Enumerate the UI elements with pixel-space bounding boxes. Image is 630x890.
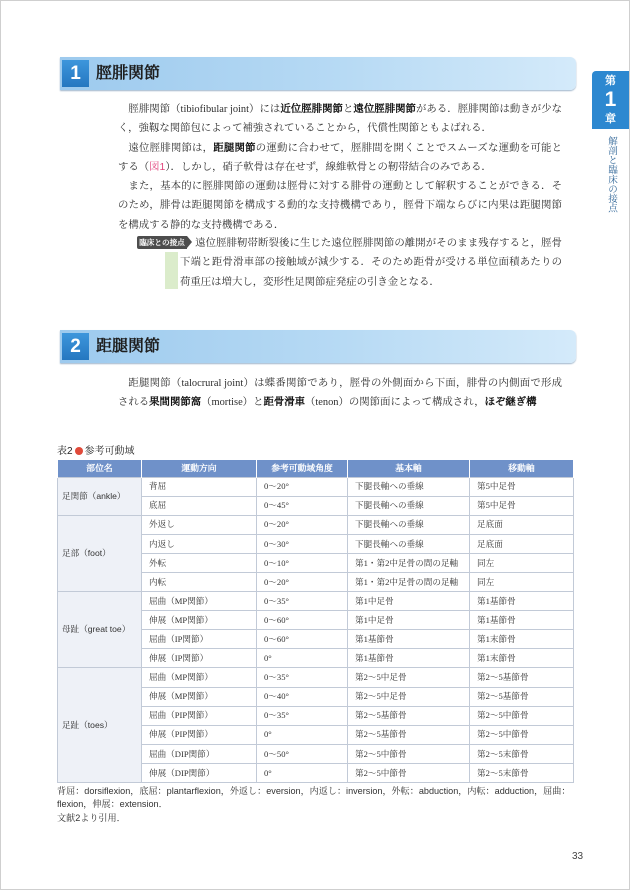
header-part: 部位名 [58, 460, 142, 477]
range-cell: 0～10° [257, 553, 348, 572]
text-run: ）．しかし，硝子軟骨は存在せず，線維軟骨との靭帯結合のみである． [165, 161, 492, 173]
section-1-header [60, 57, 576, 90]
base-axis-cell: 第2～5中節骨 [348, 744, 470, 763]
chapter-number: 1 [604, 88, 617, 111]
moving-axis-cell: 同左 [470, 553, 574, 572]
part-name-cell: 足関節（ankle） [58, 477, 142, 515]
paragraph-2 [118, 139, 562, 178]
header-range: 参考可動域角度 [257, 460, 348, 477]
part-name-cell: 足趾（toes） [58, 668, 142, 783]
moving-axis-cell: 第2～5末節骨 [470, 763, 574, 782]
page-number: 33 [572, 851, 584, 862]
chapter-tab [592, 71, 629, 129]
text-run: 距腿関節（talocrural joint）は蝶番関節であり，脛骨の外側面から下面，腓骨の内側面で形成される [118, 378, 562, 409]
base-axis-cell: 第2～5中足骨 [348, 668, 470, 687]
range-cell: 0° [257, 725, 348, 744]
chapter-suffix: 章 [605, 113, 616, 125]
footnote-source: 文献2より引用． [57, 812, 126, 823]
range-cell: 0～45° [257, 496, 348, 515]
clinical-note-bar [165, 252, 178, 289]
table-header-row [58, 460, 574, 477]
section-2-body [118, 374, 562, 413]
moving-axis-cell: 第2～5末節骨 [470, 744, 574, 763]
table-head [58, 460, 574, 477]
movement-cell: 伸展（MP関節） [142, 687, 257, 706]
text-run: と [342, 104, 354, 115]
movement-cell: 伸展（IP関節） [142, 649, 257, 668]
range-cell: 0° [257, 649, 348, 668]
range-cell: 0～35° [257, 592, 348, 611]
figure-reference-link[interactable]: 図1 [149, 161, 166, 173]
moving-axis-cell: 第5中足骨 [470, 496, 574, 515]
table-row [58, 515, 574, 534]
moving-axis-cell: 第1基節骨 [470, 592, 574, 611]
range-cell: 0～35° [257, 706, 348, 725]
range-cell: 0～20° [257, 515, 348, 534]
key-term: ほぞ継ぎ構 [484, 397, 537, 409]
range-cell: 0～20° [257, 477, 348, 496]
paragraph-4 [118, 374, 562, 413]
moving-axis-cell: 足底面 [470, 515, 574, 534]
movement-cell: 屈曲（DIP関節） [142, 744, 257, 763]
moving-axis-cell: 第2～5中節骨 [470, 706, 574, 725]
text-run: がある．脛腓関節は動きが少なく，強靱な関節包によって補強されていることから，代償性関節ともよばれる． [118, 104, 563, 135]
header-base-axis: 基本軸 [348, 460, 470, 477]
section-2-title: 距腿関節 [96, 338, 161, 355]
base-axis-cell: 第2～5基節骨 [348, 725, 470, 744]
range-cell: 0° [257, 763, 348, 782]
moving-axis-cell: 第1基節骨 [470, 611, 574, 630]
section-1-number: 1 [62, 60, 89, 87]
movement-cell: 底屈 [142, 496, 257, 515]
text-run: の運動に合わせて，脛腓間を開くことでスムーズな運動を可能とする（ [118, 142, 563, 173]
table-caption-title: 参考可動域 [84, 446, 135, 457]
range-cell: 0～35° [257, 668, 348, 687]
base-axis-cell: 第2～5中足骨 [348, 687, 470, 706]
header-moving-axis: 移動軸 [470, 460, 574, 477]
clinical-note-tag: 臨床との接点 [137, 236, 187, 249]
movement-cell: 伸展（MP関節） [142, 611, 257, 630]
movement-cell: 背屈 [142, 477, 257, 496]
movement-cell: 外返し [142, 515, 257, 534]
range-cell: 0～20° [257, 572, 348, 591]
base-axis-cell: 第1・第2中足骨の間の足軸 [348, 572, 470, 591]
base-axis-cell: 下腿長軸への垂線 [348, 477, 470, 496]
movement-cell: 屈曲（IP関節） [142, 630, 257, 649]
movement-cell: 伸展（PIP関節） [142, 725, 257, 744]
movement-cell: 屈曲（MP関節） [142, 668, 257, 687]
part-name-cell: 足部（foot） [58, 515, 142, 591]
table-footnote [57, 785, 575, 825]
chapter-title: 解剖と臨床の接点 [606, 136, 617, 213]
moving-axis-cell: 第5中足骨 [470, 477, 574, 496]
key-term: 距腿関節 [213, 142, 256, 154]
range-of-motion-table [57, 460, 574, 783]
movement-cell: 伸展（DIP関節） [142, 763, 257, 782]
chapter-prefix: 第 [605, 75, 616, 87]
movement-cell: 屈曲（PIP関節） [142, 706, 257, 725]
key-term: 果間関節窩 [149, 397, 202, 409]
base-axis-cell: 第2～5基節骨 [348, 706, 470, 725]
moving-axis-cell: 第2～5基節骨 [470, 687, 574, 706]
movement-cell: 外転 [142, 553, 257, 572]
rom-table-body [58, 477, 574, 783]
key-term: 遠位脛腓関節 [353, 104, 416, 115]
range-cell: 0～50° [257, 744, 348, 763]
clinical-note [139, 234, 562, 292]
section-1-title: 脛腓関節 [96, 65, 161, 82]
section-1-body [118, 100, 562, 235]
key-term: 距骨滑車 [263, 397, 306, 409]
base-axis-cell: 第1中足骨 [348, 592, 470, 611]
table-row [58, 668, 574, 687]
part-name-cell: 母趾（great toe） [58, 592, 142, 668]
moving-axis-cell: 足底面 [470, 534, 574, 553]
base-axis-cell: 第1・第2中足骨の間の足軸 [348, 553, 470, 572]
text-run: （mortise）と [201, 397, 264, 409]
range-cell: 0～60° [257, 630, 348, 649]
section-2-number: 2 [62, 333, 89, 360]
base-axis-cell: 下腿長軸への垂線 [348, 534, 470, 553]
base-axis-cell: 第1中足骨 [348, 611, 470, 630]
base-axis-cell: 下腿長軸への垂線 [348, 496, 470, 515]
table-row [58, 477, 574, 496]
movement-cell: 屈曲（MP関節） [142, 592, 257, 611]
base-axis-cell: 第1基節骨 [348, 649, 470, 668]
text-run: 脛腓関節（tibiofibular joint）には [128, 104, 281, 115]
base-axis-cell: 下腿長軸への垂線 [348, 515, 470, 534]
range-cell: 0～60° [257, 611, 348, 630]
section-2-header [60, 330, 576, 363]
key-term: 近位脛腓関節 [280, 104, 343, 115]
paragraph-3: また，基本的に脛腓関節の運動は脛骨に対する腓骨の運動として解釈することができる．そのため，腓骨は距腿関節を構成する動的な支持機構であり，脛骨下端ならびに内果は距腿関節を構成する静的な支持機構である． [118, 181, 562, 231]
header-movement: 運動方向 [142, 460, 257, 477]
movement-cell: 内転 [142, 572, 257, 591]
moving-axis-cell: 第1末節骨 [470, 630, 574, 649]
text-run: 遠位脛腓関節は， [128, 142, 214, 154]
caption-bullet-icon [75, 447, 83, 455]
base-axis-cell: 第2～5中節骨 [348, 763, 470, 782]
table-row [58, 592, 574, 611]
clinical-note-text: 遠位脛腓靭帯断裂後に生じた遠位脛腓関節の離開がそのまま残存すると，脛骨下端と距骨滑車部の接触域が減少する．そのため距骨が受ける単位面積あたりの荷重圧は増大し，変形性足関節症発症の引き金となる． [180, 238, 562, 288]
moving-axis-cell: 第2～5基節骨 [470, 668, 574, 687]
table-caption [57, 445, 135, 459]
footnote-terms: 背屈：dorsiflexion，底屈：plantarflexion，外返し：eversion，内返し：inversion，外転：abduction，内転：adduction，屈曲：flexion，伸展：extension． [57, 786, 571, 810]
range-cell: 0～30° [257, 534, 348, 553]
text-run: （tenon）の関節面によって構成され， [305, 397, 485, 409]
range-cell: 0～40° [257, 687, 348, 706]
base-axis-cell: 第1基節骨 [348, 630, 470, 649]
moving-axis-cell: 同左 [470, 572, 574, 591]
paragraph-1 [118, 100, 562, 139]
movement-cell: 内返し [142, 534, 257, 553]
moving-axis-cell: 第1末節骨 [470, 649, 574, 668]
table-caption-label: 表2 [57, 446, 73, 457]
moving-axis-cell: 第2～5中節骨 [470, 725, 574, 744]
